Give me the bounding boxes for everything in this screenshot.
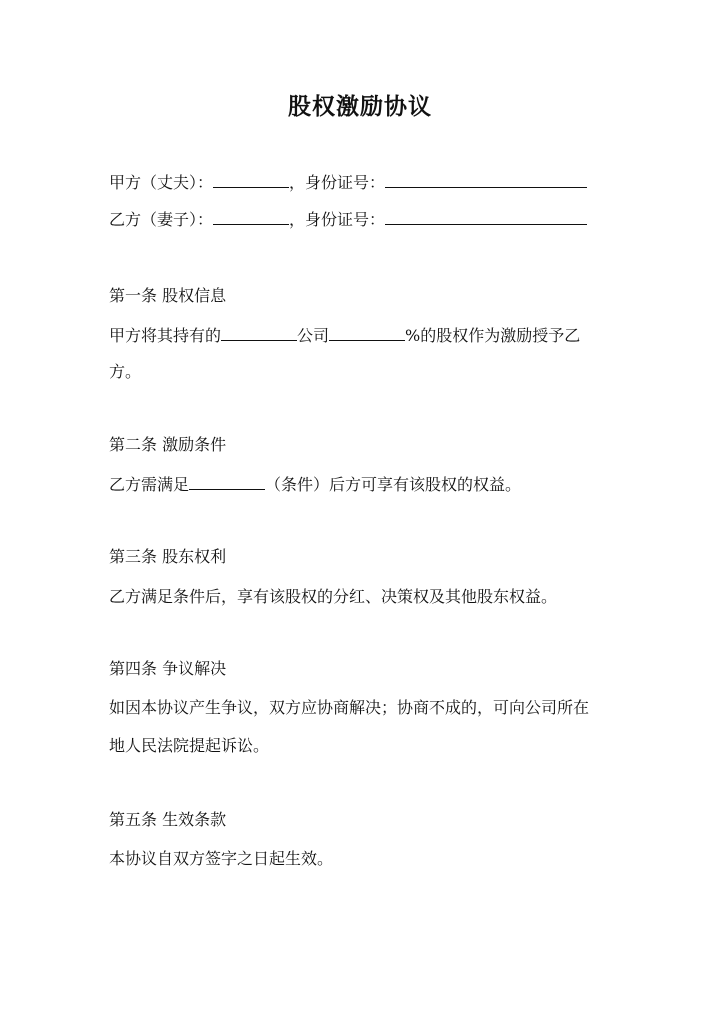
- party-a-name-blank[interactable]: [213, 171, 289, 188]
- party-a-id-blank[interactable]: [385, 171, 587, 188]
- company-name-blank[interactable]: [221, 324, 297, 341]
- article-3-heading: 第三条 股东权利: [109, 547, 227, 566]
- article-1-text-3: %的股权作为激励授予乙: [405, 326, 581, 345]
- article-2-text-1: 乙方需满足: [109, 475, 190, 494]
- article-1-text-1: 甲方将其持有的: [109, 326, 222, 345]
- article-2-body: [109, 473, 521, 496]
- article-4-body: 如因本协议产生争议，双方应协商解决；协商不成的，可向公司所在: [109, 698, 590, 717]
- party-a-label: 甲方（丈夫）：: [109, 173, 214, 192]
- party-a-line: [109, 171, 587, 194]
- party-b-label: 乙方（妻子）：: [109, 210, 214, 229]
- equity-percent-blank[interactable]: [329, 324, 405, 341]
- article-1-body: [109, 324, 580, 347]
- article-2-heading: 第二条 激励条件: [109, 435, 227, 454]
- article-4-body-cont: 地人民法院提起诉讼。: [109, 736, 270, 755]
- article-5-heading: 第五条 生效条款: [109, 810, 227, 829]
- article-1-body-cont: 方。: [109, 362, 142, 381]
- article-2-text-2: （条件）后方可享有该股权的权益。: [265, 475, 522, 494]
- document-title: 股权激励协议: [288, 93, 432, 120]
- article-1-heading: 第一条 股权信息: [109, 286, 227, 305]
- article-5-body: 本协议自双方签字之日起生效。: [109, 849, 334, 868]
- condition-blank[interactable]: [189, 473, 265, 490]
- article-4-heading: 第四条 争议解决: [109, 659, 227, 678]
- article-3-body: 乙方满足条件后，享有该股权的分红、决策权及其他股东权益。: [109, 587, 558, 606]
- article-1-text-2: 公司: [297, 326, 330, 345]
- party-b-line: [109, 208, 587, 231]
- party-b-id-blank[interactable]: [385, 208, 587, 225]
- party-b-name-blank[interactable]: [213, 208, 289, 225]
- party-a-id-label: ，身份证号：: [289, 173, 386, 192]
- party-b-id-label: ，身份证号：: [289, 210, 386, 229]
